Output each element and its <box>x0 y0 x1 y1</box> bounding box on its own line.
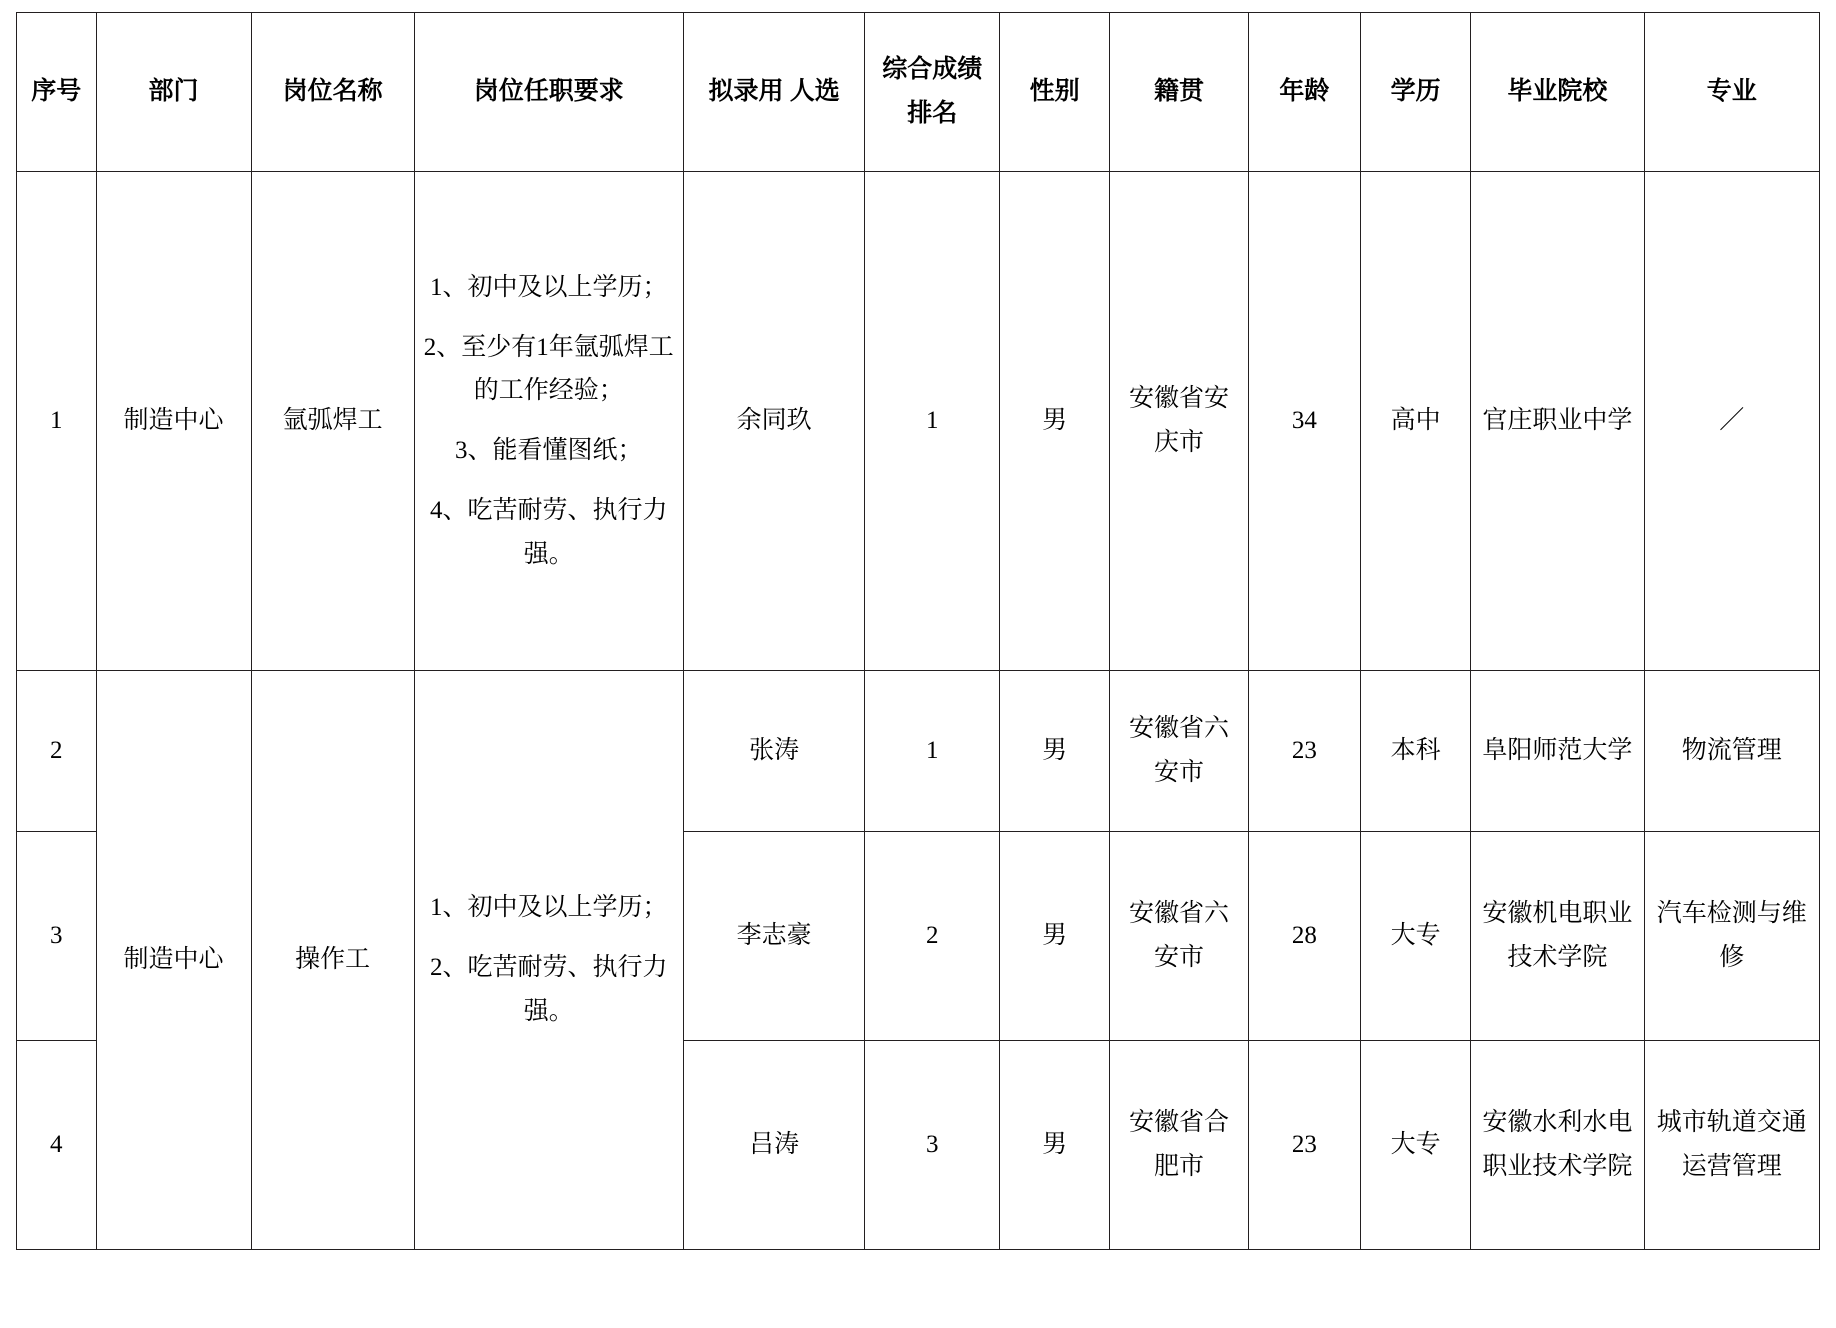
cell-candidate: 吕涛 <box>683 1041 865 1250</box>
cell-position: 操作工 <box>251 671 414 1250</box>
cell-rank: 2 <box>865 832 1000 1041</box>
header-native-place: 籍贯 <box>1110 13 1249 172</box>
cell-major: 汽车检测与维修 <box>1644 832 1820 1041</box>
requirement-line: 4、吃苦耐劳、执行力强。 <box>430 496 668 568</box>
header-candidate: 拟录用 人选 <box>683 13 865 172</box>
cell-major: 物流管理 <box>1644 671 1820 832</box>
cell-requirements <box>414 172 683 671</box>
header-row <box>17 13 1820 172</box>
cell-gender: 男 <box>1000 172 1110 671</box>
cell-education: 大专 <box>1361 832 1471 1041</box>
header-school: 毕业院校 <box>1471 13 1644 172</box>
cell-department: 制造中心 <box>96 671 251 1250</box>
table-body <box>17 172 1820 1250</box>
cell-index: 1 <box>17 172 97 671</box>
header-position: 岗位名称 <box>251 13 414 172</box>
header-index: 序号 <box>17 13 97 172</box>
requirement-line: 2、至少有1年氩弧焊工的工作经验； <box>423 333 674 405</box>
cell-position: 氩弧焊工 <box>251 172 414 671</box>
cell-education: 本科 <box>1361 671 1471 832</box>
cell-index: 3 <box>17 832 97 1041</box>
header-age: 年龄 <box>1248 13 1360 172</box>
header-department: 部门 <box>96 13 251 172</box>
cell-school: 阜阳师范大学 <box>1471 671 1644 832</box>
cell-candidate: 李志豪 <box>683 832 865 1041</box>
cell-age: 23 <box>1248 671 1360 832</box>
cell-native-place: 安徽省安庆市 <box>1110 172 1249 671</box>
cell-age: 34 <box>1248 172 1360 671</box>
requirement-line: 2、吃苦耐劳、执行力强。 <box>430 954 668 1025</box>
cell-index: 4 <box>17 1041 97 1250</box>
header-gender: 性别 <box>1000 13 1110 172</box>
cell-education: 高中 <box>1361 172 1471 671</box>
cell-gender: 男 <box>1000 671 1110 832</box>
cell-education: 大专 <box>1361 1041 1471 1250</box>
cell-native-place: 安徽省合肥市 <box>1110 1041 1249 1250</box>
cell-candidate: 张涛 <box>683 671 865 832</box>
cell-gender: 男 <box>1000 1041 1110 1250</box>
cell-school: 安徽机电职业技术学院 <box>1471 832 1644 1041</box>
cell-gender: 男 <box>1000 832 1110 1041</box>
cell-native-place: 安徽省六安市 <box>1110 832 1249 1041</box>
cell-rank: 1 <box>865 172 1000 671</box>
header-rank: 综合成绩排名 <box>865 13 1000 172</box>
header-requirements: 岗位任职要求 <box>414 13 683 172</box>
header-education: 学历 <box>1361 13 1471 172</box>
cell-index: 2 <box>17 671 97 832</box>
table-header <box>17 13 1820 172</box>
requirement-line: 1、初中及以上学历； <box>430 273 668 301</box>
cell-major: ／ <box>1644 172 1820 671</box>
cell-school: 官庄职业中学 <box>1471 172 1644 671</box>
cell-school: 安徽水利水电职业技术学院 <box>1471 1041 1644 1250</box>
cell-requirements <box>414 671 683 1250</box>
table-row <box>17 671 1820 832</box>
requirement-line: 3、能看懂图纸； <box>455 437 643 464</box>
cell-age: 23 <box>1248 1041 1360 1250</box>
recruitment-table <box>16 12 1820 1250</box>
cell-rank: 3 <box>865 1041 1000 1250</box>
cell-department: 制造中心 <box>96 172 251 671</box>
cell-candidate: 余同玖 <box>683 172 865 671</box>
cell-age: 28 <box>1248 832 1360 1041</box>
cell-native-place: 安徽省六安市 <box>1110 671 1249 832</box>
cell-major: 城市轨道交通运营管理 <box>1644 1041 1820 1250</box>
cell-rank: 1 <box>865 671 1000 832</box>
table-row <box>17 172 1820 671</box>
requirement-line: 1、初中及以上学历； <box>430 894 668 922</box>
header-major: 专业 <box>1644 13 1820 172</box>
